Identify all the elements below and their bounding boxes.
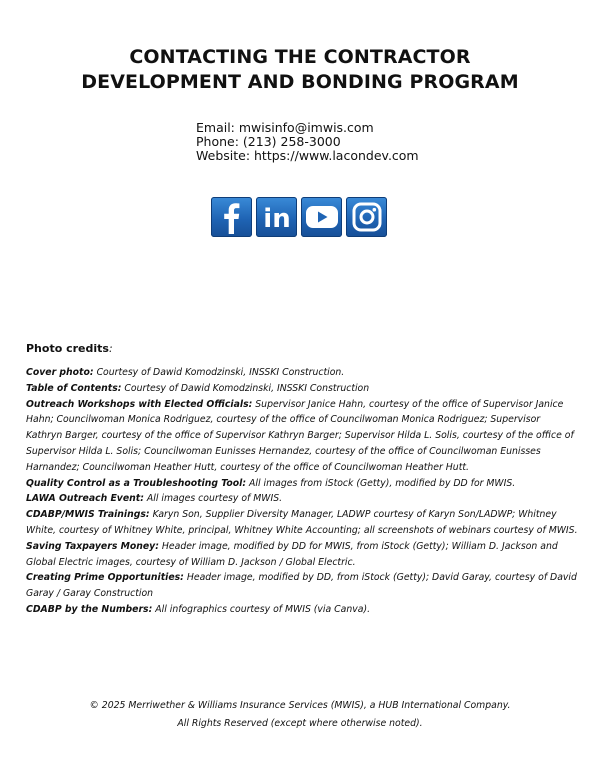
page-title [0,45,600,95]
rights-line: All Rights Reserved (except where otherwise noted). [177,718,423,729]
contact-info [196,121,419,163]
title-line-1: CONTACTING THE CONTRACTOR [129,46,471,68]
facebook-icon[interactable] [211,197,252,237]
linkedin-icon[interactable] [256,197,297,237]
credit-item: Creating Prime Opportunities: Header image, modified by DD, from iStock (Getty); David Garay, courtesy of David Garay / Garay Construction [26,572,577,600]
youtube-icon[interactable] [301,197,342,237]
credit-item: Cover photo: Courtesy of Dawid Komodzinski, INSSKI Construction. [26,367,345,378]
copyright-line: © 2025 Merriwether & Williams Insurance Services (MWIS), a HUB International Company. [89,700,511,711]
copyright-footer [0,697,600,733]
photo-credits [26,342,578,618]
instagram-icon[interactable] [346,197,387,237]
credit-item: CDABP by the Numbers: All infographics courtesy of MWIS (via Canva). [26,603,371,615]
contact-website[interactable]: Website: https://www.lacondev.com [196,148,419,163]
credit-item: CDABP/MWIS Trainings: Karyn Son, Supplier Diversity Manager, LADWP courtesy of Karyn Son/LADWP; Whitney White, courtesy of Whitney White, principal, Whitney White Accounting; all screenshots of webinars courtesy of MWIS. [26,509,578,536]
contact-phone[interactable]: Phone: (213) 258-3000 [196,134,341,149]
svg-text:in: in [262,204,291,232]
credit-item: Quality Control as a Troubleshooting Tool: All images from iStock (Getty), modified by DD for MWIS. [26,477,516,489]
credit-item: Saving Taxpayers Money: Header image, modified by DD for MWIS, from iStock (Getty); William D. Jackson and Global Electric images, courtesy of William D. Jackson / Global Electric. [26,540,558,568]
credit-item: Outreach Workshops with Elected Officials: Supervisor Janice Hahn, courtesy of the office of Supervisor Janice Hahn; Councilwoman Monica Rodriguez, courtesy of the office of Councilwoman Monica Rodriguez; Supervisor Kathryn Barger, courtesy of the office of Supervisor Kathryn Barger; Supervisor Hilda L. Solis, courtesy of the office of Supervisor Hilda L. Solis; Councilwoman Eunisses Hernandez, courtesy of the office of Councilwoman Eunisses Harnandez; Councilwoman Heather Hutt, courtesy of the office of Councilwoman Heather Hutt. [26,398,574,473]
credit-item: Table of Contents: Courtesy of Dawid Komodzinski, INSSKI Construction [26,382,370,394]
title-line-2: DEVELOPMENT AND BONDING PROGRAM [81,71,519,93]
social-links [211,197,387,237]
contact-email[interactable]: Email: mwisinfo@imwis.com [196,120,374,135]
photo-credits-heading: Photo credits: [26,342,113,355]
credit-item: LAWA Outreach Event: All images courtesy of MWIS. [26,493,283,505]
